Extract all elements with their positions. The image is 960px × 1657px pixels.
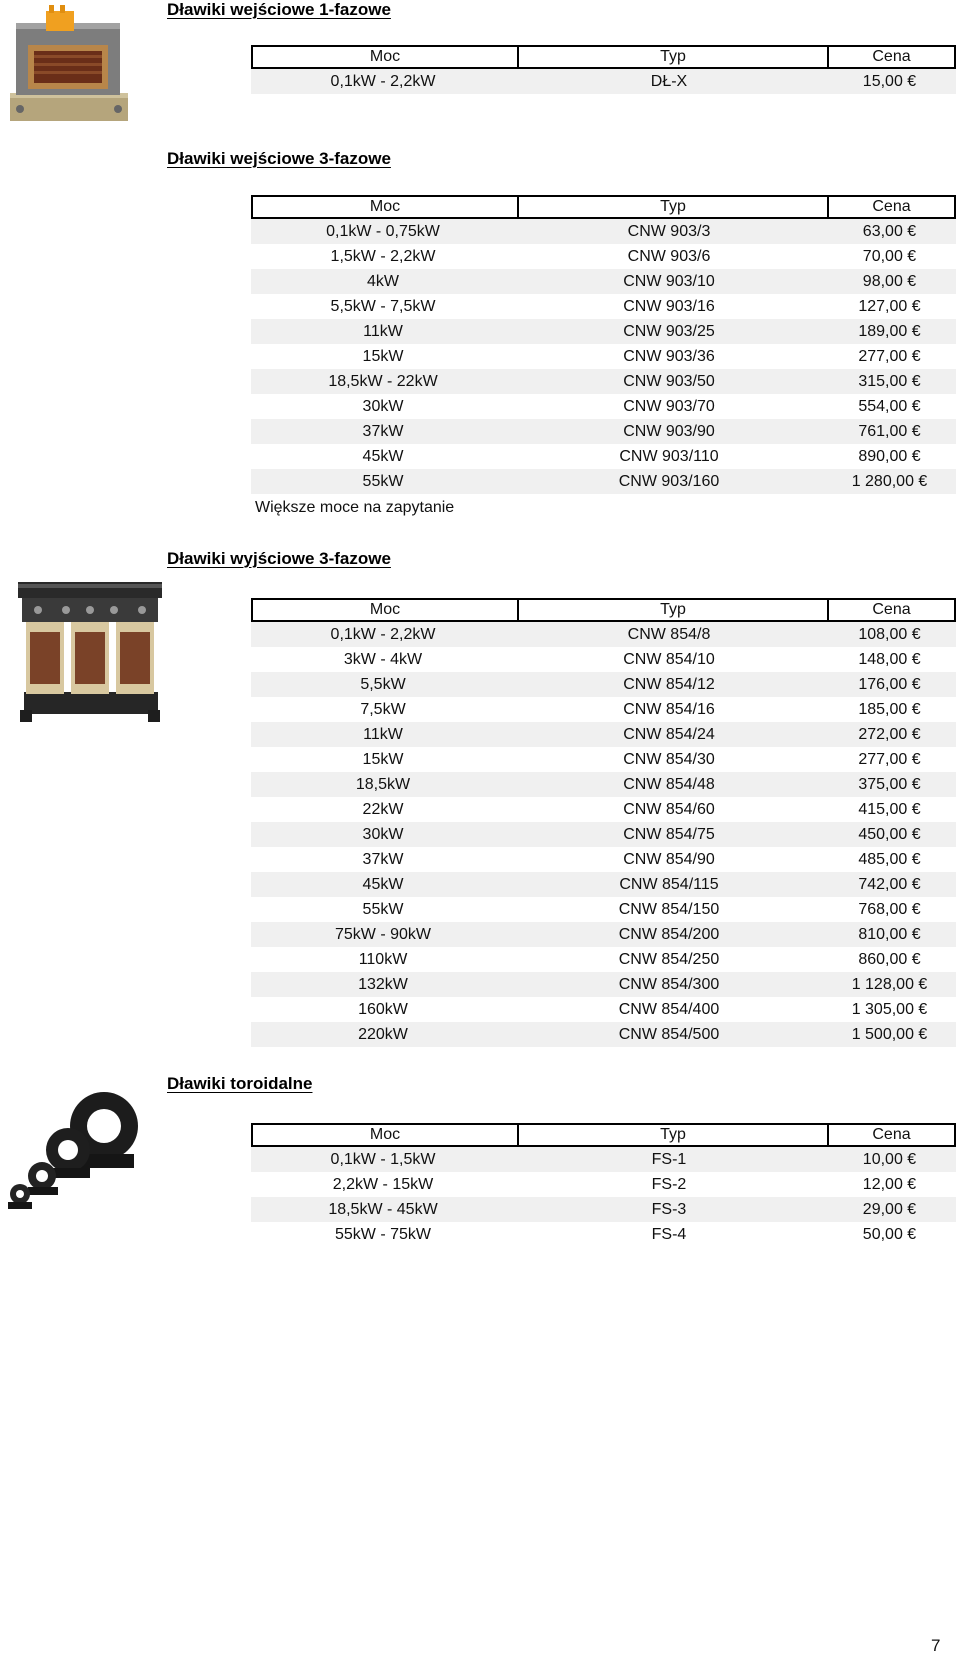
- power-cell: 15kW: [362, 347, 404, 365]
- price-cell: 761,00 €: [858, 422, 921, 440]
- type-cell: CNW 854/300: [618, 975, 720, 993]
- type-cell: CNW 854/30: [623, 750, 715, 768]
- table-row: [251, 1172, 956, 1197]
- power-cell: 18,5kW - 22kW: [328, 372, 438, 390]
- power-cell: 11kW: [363, 725, 403, 743]
- table-row: [251, 69, 956, 94]
- power-cell: 55kW - 75kW: [334, 1225, 431, 1243]
- power-cell: 37kW: [362, 850, 404, 868]
- price-cell: 189,00 €: [858, 322, 921, 340]
- table-row: [251, 1222, 956, 1247]
- section-title-output-3-phase: Dławiki wyjściowe 3-fazowe: [167, 549, 391, 568]
- table-row: [251, 344, 956, 369]
- header-type: Typ: [517, 600, 827, 620]
- power-cell: 30kW: [362, 397, 404, 415]
- table-row: [251, 822, 956, 847]
- table-row: [251, 997, 956, 1022]
- type-cell: CNW 903/36: [623, 347, 715, 365]
- table-row: [251, 1197, 956, 1222]
- type-cell: CNW 854/60: [623, 800, 715, 818]
- power-cell: 45kW: [362, 875, 404, 893]
- table-row: [251, 897, 956, 922]
- price-cell: 185,00 €: [858, 700, 921, 718]
- power-cell: 18,5kW - 45kW: [328, 1200, 438, 1218]
- type-cell: CNW 854/500: [618, 1025, 720, 1043]
- price-cell: 315,00 €: [858, 372, 921, 390]
- type-cell: CNW 903/110: [619, 447, 719, 465]
- type-cell: CNW 903/70: [623, 397, 715, 415]
- price-cell: 375,00 €: [858, 775, 921, 793]
- power-cell: 160kW: [358, 1000, 408, 1018]
- table-row: [251, 772, 956, 797]
- table-body: [251, 69, 956, 94]
- price-cell: 148,00 €: [858, 650, 921, 668]
- power-cell: 55kW: [362, 472, 404, 490]
- power-cell: 7,5kW: [360, 700, 406, 718]
- header-type: Typ: [517, 197, 827, 217]
- table-row: [251, 269, 956, 294]
- table-header: [251, 1123, 956, 1147]
- power-cell: 55kW: [362, 900, 404, 918]
- single-phase-choke-image: [6, 5, 132, 127]
- type-cell: CNW 854/10: [623, 650, 715, 668]
- table-row: [251, 1147, 956, 1172]
- power-cell: 0,1kW - 0,75kW: [326, 222, 440, 240]
- price-cell: 277,00 €: [858, 347, 921, 365]
- price-cell: 1 128,00 €: [851, 975, 928, 993]
- type-cell: DŁ-X: [650, 72, 688, 90]
- price-cell: 810,00 €: [858, 925, 921, 943]
- type-cell: CNW 854/400: [618, 1000, 720, 1018]
- header-power: Moc: [369, 198, 401, 215]
- power-cell: 3kW - 4kW: [343, 650, 423, 668]
- power-cell: 0,1kW - 1,5kW: [330, 1150, 436, 1168]
- power-cell: 22kW: [362, 800, 404, 818]
- type-cell: CNW 854/75: [623, 825, 715, 843]
- larger-power-note: Większe moce na zapytanie: [255, 499, 455, 516]
- table-row: [251, 294, 956, 319]
- price-cell: 272,00 €: [858, 725, 921, 743]
- price-cell: 98,00 €: [862, 272, 917, 290]
- table-row: [251, 747, 956, 772]
- table-header: [251, 45, 956, 69]
- table-row: [251, 369, 956, 394]
- price-cell: 10,00 €: [862, 1150, 917, 1168]
- table-row: [251, 922, 956, 947]
- table-row: [251, 672, 956, 697]
- price-cell: 50,00 €: [862, 1225, 917, 1243]
- type-cell: CNW 854/16: [623, 700, 715, 718]
- type-cell: CNW 903/25: [623, 322, 715, 340]
- power-cell: 132kW: [358, 975, 408, 993]
- power-cell: 220kW: [358, 1025, 408, 1043]
- type-cell: CNW 854/250: [618, 950, 720, 968]
- table-row: [251, 394, 956, 419]
- table-row: [251, 647, 956, 672]
- type-cell: CNW 903/160: [618, 472, 720, 490]
- table-row: [251, 972, 956, 997]
- table-row: [251, 622, 956, 647]
- table-body: [251, 219, 956, 494]
- power-cell: 18,5kW: [355, 775, 411, 793]
- table-row: [251, 947, 956, 972]
- price-table-output-3-phase: [251, 598, 956, 1047]
- price-table-input-1-phase: [251, 45, 956, 94]
- price-cell: 70,00 €: [862, 247, 917, 265]
- price-cell: 15,00 €: [862, 72, 917, 90]
- type-cell: CNW 903/16: [623, 297, 715, 315]
- price-cell: 29,00 €: [862, 1200, 917, 1218]
- power-cell: 2,2kW - 15kW: [332, 1175, 434, 1193]
- toroidal-chokes-image: [4, 1090, 146, 1212]
- table-row: [251, 444, 956, 469]
- price-cell: 1 280,00 €: [851, 472, 928, 490]
- power-cell: 11kW: [363, 322, 403, 340]
- price-cell: 1 305,00 €: [851, 1000, 928, 1018]
- table-row: [251, 697, 956, 722]
- price-cell: 554,00 €: [858, 397, 921, 415]
- type-cell: CNW 854/90: [623, 850, 715, 868]
- type-cell: CNW 854/115: [619, 875, 719, 893]
- price-cell: 127,00 €: [858, 297, 921, 315]
- price-cell: 768,00 €: [858, 900, 921, 918]
- type-cell: FS-1: [651, 1150, 687, 1168]
- type-cell: FS-4: [651, 1225, 687, 1243]
- header-power: Moc: [369, 48, 401, 65]
- price-cell: 12,00 €: [862, 1175, 917, 1193]
- power-cell: 0,1kW - 2,2kW: [330, 625, 436, 643]
- power-cell: 15kW: [362, 750, 404, 768]
- price-cell: 176,00 €: [858, 675, 921, 693]
- table-body: [251, 622, 956, 1047]
- type-cell: FS-2: [651, 1175, 687, 1193]
- price-cell: 742,00 €: [858, 875, 921, 893]
- three-phase-choke-image: [16, 582, 164, 724]
- power-cell: 1,5kW - 2,2kW: [330, 247, 436, 265]
- table-row: [251, 319, 956, 344]
- power-cell: 37kW: [362, 422, 404, 440]
- section-title-input-3-phase: Dławiki wejściowe 3-fazowe: [167, 149, 391, 168]
- price-table-input-3-phase: [251, 195, 956, 494]
- type-cell: CNW 854/150: [618, 900, 720, 918]
- table-row: [251, 872, 956, 897]
- type-cell: CNW 903/50: [623, 372, 715, 390]
- table-row: [251, 244, 956, 269]
- price-cell: 415,00 €: [858, 800, 921, 818]
- header-power: Moc: [369, 601, 401, 618]
- price-cell: 108,00 €: [858, 625, 921, 643]
- header-type: Typ: [517, 47, 827, 67]
- table-body: [251, 1147, 956, 1247]
- header-power: Moc: [369, 1126, 401, 1143]
- power-cell: 110kW: [358, 950, 408, 968]
- price-cell: 450,00 €: [858, 825, 921, 843]
- table-row: [251, 1022, 956, 1047]
- power-cell: 0,1kW - 2,2kW: [330, 72, 436, 90]
- price-cell: 63,00 €: [862, 222, 917, 240]
- type-cell: CNW 903/10: [623, 272, 715, 290]
- table-header: [251, 598, 956, 622]
- type-cell: CNW 854/8: [627, 625, 711, 643]
- type-cell: CNW 903/90: [623, 422, 715, 440]
- power-cell: 45kW: [362, 447, 404, 465]
- section-title-toroidal: Dławiki toroidalne: [167, 1074, 313, 1093]
- power-cell: 30kW: [362, 825, 404, 843]
- type-cell: CNW 854/48: [623, 775, 715, 793]
- price-cell: 860,00 €: [858, 950, 921, 968]
- header-price: Cena: [827, 197, 954, 217]
- type-cell: CNW 854/200: [618, 925, 720, 943]
- section-title-input-1-phase: Dławiki wejściowe 1-fazowe: [167, 0, 391, 19]
- table-row: [251, 847, 956, 872]
- table-row: [251, 722, 956, 747]
- power-cell: 5,5kW: [360, 675, 406, 693]
- type-cell: CNW 854/24: [623, 725, 715, 743]
- price-cell: 890,00 €: [858, 447, 921, 465]
- price-table-toroidal: [251, 1123, 956, 1247]
- header-price: Cena: [827, 600, 954, 620]
- type-cell: CNW 854/12: [623, 675, 715, 693]
- table-row: [251, 419, 956, 444]
- price-cell: 1 500,00 €: [851, 1025, 928, 1043]
- power-cell: 5,5kW - 7,5kW: [330, 297, 436, 315]
- header-price: Cena: [827, 1125, 954, 1145]
- power-cell: 4kW: [367, 272, 399, 290]
- table-row: [251, 219, 956, 244]
- page-number: 7: [931, 1636, 941, 1655]
- table-header: [251, 195, 956, 219]
- header-type: Typ: [517, 1125, 827, 1145]
- type-cell: FS-3: [651, 1200, 687, 1218]
- type-cell: CNW 903/6: [627, 247, 711, 265]
- price-cell: 485,00 €: [858, 850, 921, 868]
- table-row: [251, 469, 956, 494]
- price-cell: 277,00 €: [858, 750, 921, 768]
- header-price: Cena: [827, 47, 954, 67]
- table-row: [251, 797, 956, 822]
- type-cell: CNW 903/3: [627, 222, 711, 240]
- power-cell: 75kW - 90kW: [334, 925, 431, 943]
